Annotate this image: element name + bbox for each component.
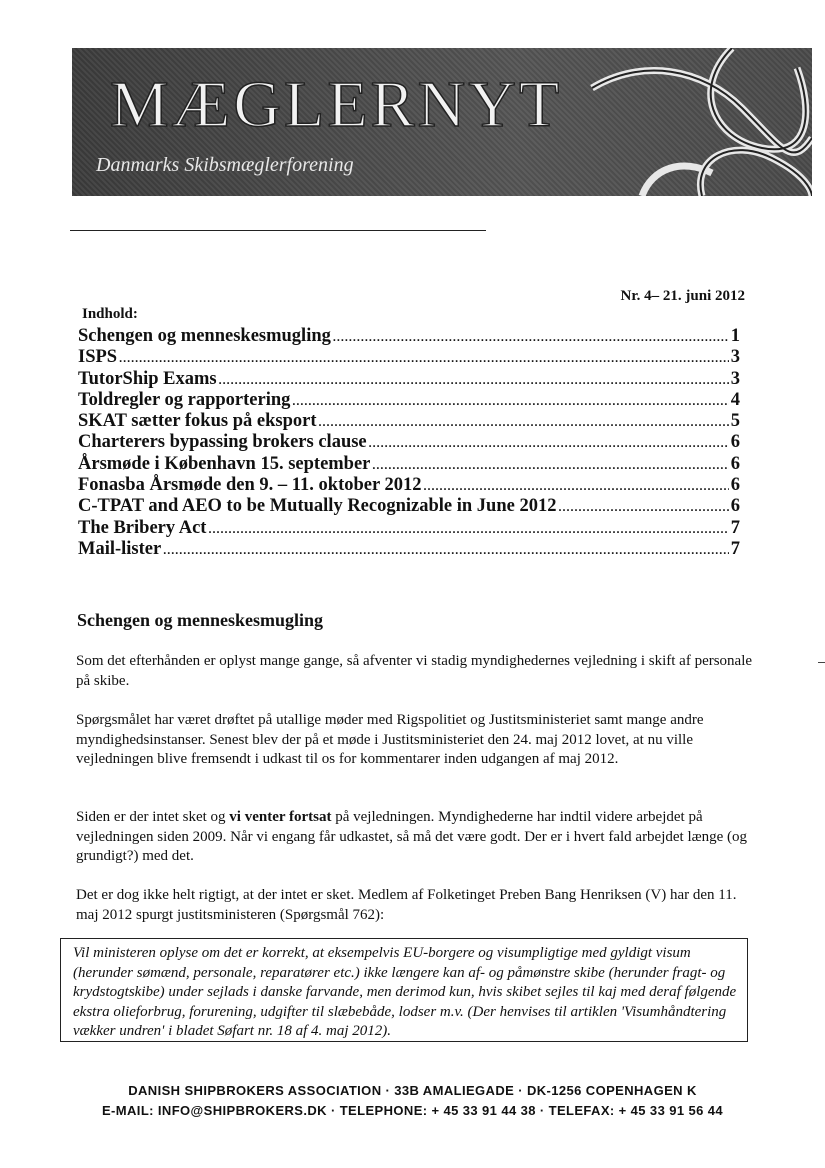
toc-item-page: 5 <box>730 411 740 432</box>
toc-item-page: 6 <box>730 432 740 453</box>
scan-edge-mark <box>818 662 825 663</box>
paragraph-text: Siden er der intet sket og <box>76 809 230 825</box>
toc-item-page: 6 <box>730 475 740 496</box>
masthead-subtitle: Danmarks Skibsmæglerforening <box>96 154 354 176</box>
toc-leader <box>119 351 729 366</box>
toc-item-title: Schengen og menneskesmugling <box>78 326 331 346</box>
toc-item-page: 6 <box>730 453 740 474</box>
toc-item-title: Toldregler og rapportering <box>78 389 291 410</box>
toc-item-title: Fonasba Årsmøde den 9. – 11. oktober 2012 <box>78 475 422 496</box>
article-paragraph-1: Som det efterhånden er oplyst mange gange, så afventer vi stadig myndighedernes vejledning i skift af personale på skibe. <box>76 653 753 689</box>
toc-item-page: 7 <box>730 517 740 538</box>
toc-leader <box>369 436 729 451</box>
toc-item[interactable] <box>78 390 740 411</box>
toc-item[interactable] <box>78 432 740 453</box>
toc-leader <box>318 415 728 430</box>
toc-item-page: 3 <box>730 347 740 368</box>
toc-leader <box>333 330 729 345</box>
toc-item-title: The Bribery Act <box>78 517 207 538</box>
rope-knot-icon <box>582 48 812 196</box>
toc-item-page: 6 <box>730 496 740 517</box>
toc-leader <box>423 479 728 494</box>
toc-item-title: TutorShip Exams <box>78 368 217 389</box>
masthead-banner <box>72 48 812 196</box>
article-paragraph-2: Spørgsmålet har været drøftet på utallige møder med Rigspolitiet og Justitsministeriet samt mange andre myndighedsinstanser. Senest blev der på et møde i Justitsministeriet den 24. maj 2012 lovet, at nu ville vejledningen blive fremsendt i udkast til os for kommentarer inden udgangen af maj 2012. <box>76 712 704 767</box>
article-paragraph-4: Det er dog ikke helt rigtigt, at der intet er sket. Medlem af Folketinget Preben Bang Henriksen (V) har den 11. maj 2012 spurgt justitsministeren (Spørgsmål 762): <box>76 887 737 923</box>
toc-item-page: 1 <box>730 326 740 346</box>
toc-item[interactable] <box>78 539 740 560</box>
toc-item-page: 4 <box>730 389 740 410</box>
toc-leader <box>163 543 729 558</box>
toc-item-title: Årsmøde i København 15. september <box>78 453 371 474</box>
toc-leader <box>219 373 729 388</box>
toc-leader <box>558 500 728 515</box>
header-rule <box>70 230 486 231</box>
toc-item[interactable] <box>78 518 740 539</box>
toc-item-title: ISPS <box>78 347 118 368</box>
article-heading: Schengen og menneskesmugling <box>77 610 324 630</box>
footer-address: DANISH SHIPBROKERS ASSOCIATION · 33B AMALIEGADE · DK-1256 COPENHAGEN K <box>128 1083 697 1098</box>
toc-item[interactable] <box>78 475 740 496</box>
parliamentary-question-quote: Vil ministeren oplyse om det er korrekt, at eksempelvis EU-borgere og visumpligtige med gyldigt visum (herunder sømænd, personale, reparatører etc.) ikke længere kan af- og påmønstre skibe (herunder fragt- og krydstogtskibe) under sejlads i danske farvande, men derimod kun, hvis skibet sejles til kaj med deraf følgende ekstra olieforbrug, forurening, udgifter til slæbebåde, lodser m.v. (Der henvises til artiklen 'Visumhåndtering vækker undren' i bladet Søfart nr. 18 af 4. maj 2012). <box>60 938 748 1042</box>
toc-item[interactable] <box>78 369 740 390</box>
toc-item[interactable] <box>78 411 740 432</box>
footer-contact: E-MAIL: INFO@SHIPBROKERS.DK · TELEPHONE: + 45 33 91 44 38 · TELEFAX: + 45 33 91 56 44 <box>101 1103 724 1118</box>
toc-item[interactable] <box>78 347 740 368</box>
toc-item-page: 3 <box>730 368 740 389</box>
toc-leader <box>292 394 728 409</box>
table-of-contents <box>78 326 740 560</box>
toc-item-title: SKAT sætter fokus på eksport <box>78 411 317 432</box>
article-paragraph-3 <box>76 808 756 867</box>
toc-item-page: 7 <box>730 538 740 559</box>
paragraph-emphasis: vi venter fortsat <box>229 809 332 825</box>
toc-item-title: C-TPAT and AEO to be Mutually Recognizable in June 2012 <box>78 496 557 517</box>
toc-item-title: Mail-lister <box>78 538 162 559</box>
masthead-title: MÆGLERNYT <box>110 68 563 141</box>
toc-leader <box>208 522 728 537</box>
toc-leader <box>372 458 728 473</box>
toc-item[interactable] <box>78 326 740 347</box>
paragraph-text: på vejledningen. Myndighederne har indtil videre arbejdet på vejledningen siden 2009. Når vi engang får udkastet, så må det være godt. Der er i hvert fald arbejdet længe (og grundigt?) med det. <box>76 809 748 864</box>
toc-item-title: Charterers bypassing brokers clause <box>78 432 367 453</box>
toc-item[interactable] <box>78 454 740 475</box>
toc-item[interactable] <box>78 496 740 517</box>
toc-heading: Indhold: <box>82 306 138 322</box>
issue-line: Nr. 4– 21. juni 2012 <box>620 288 745 304</box>
